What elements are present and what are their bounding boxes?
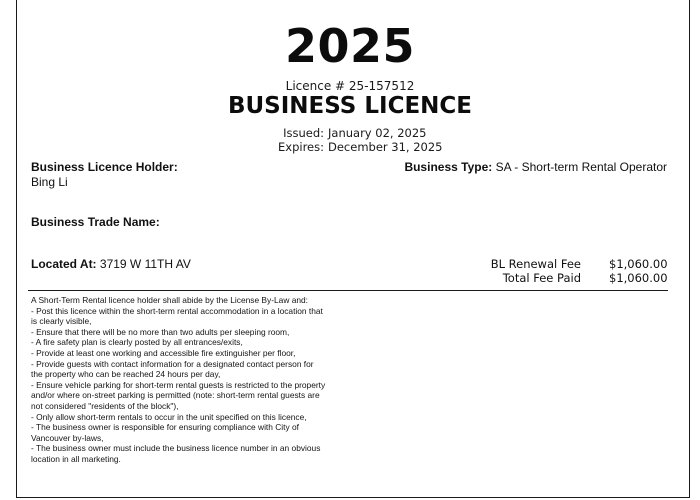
condition-line: - Ensure vehicle parking for short-term rental guests is restricted to the property (31, 379, 326, 390)
condition-line: - Provide guests with contact information for a designated contact person for (31, 358, 314, 369)
condition-line: and/or where on-street parking is permitted (note: short-term rental guests are (31, 390, 320, 401)
issued-row (276, 126, 443, 140)
business-type (404, 160, 667, 174)
condition-line: the property who can be reached 24 hours per day, (31, 369, 221, 380)
condition-line: - Only allow short-term rentals to occur in the unit specified on this licence, (31, 411, 307, 422)
location-label: Located At: (31, 257, 97, 271)
business-type-label: Business Type: (404, 160, 493, 174)
condition-line: location in all marketing. (31, 453, 121, 464)
condition-line: - The business owner is responsible for ensuring compliance with City of (31, 422, 299, 433)
condition-line: - Post this licence within the short-term rental accommodation in a location that (31, 305, 323, 316)
renewal-fee-label: BL Renewal Fee (490, 257, 581, 271)
fee-summary (491, 257, 667, 285)
licence-conditions (31, 295, 371, 465)
condition-line: - A fire safety plan is clearly posted by all entrances/exits, (31, 337, 243, 348)
location (31, 257, 191, 271)
condition-line: - Provide at least one working and accessible fire extinguisher per floor, (31, 347, 296, 358)
page-title: BUSINESS LICENCE (227, 93, 473, 119)
holder-name: Bing Li (31, 175, 68, 189)
condition-line: Vancouver by-laws, (31, 432, 104, 443)
renewal-fee-amount: $1,060.00 (609, 257, 668, 271)
business-type-value: SA - Short-term Rental Operator (495, 160, 667, 174)
total-fee-row (491, 271, 667, 285)
location-address: 3719 W 11TH AV (99, 257, 191, 271)
condition-line: - The business owner must include the business licence number in an obvious (31, 443, 321, 454)
issued-date: January 02, 2025 (328, 126, 427, 140)
trade-name-label: Business Trade Name: (31, 215, 160, 229)
condition-line: is clearly visible, (31, 316, 92, 327)
expires-date: December 31, 2025 (328, 140, 443, 154)
licence-dates (276, 126, 443, 154)
condition-line: - Ensure that there will be no more than two adults per sleeping room, (31, 326, 290, 337)
total-fee-label: Total Fee Paid (502, 271, 581, 285)
renewal-fee-row (491, 257, 667, 271)
expires-label: Expires: (278, 140, 324, 154)
holder-label: Business Licence Holder: (31, 160, 178, 174)
condition-line: A Short-Term Rental licence holder shall abide by the License By-Law and: (31, 295, 308, 305)
divider (28, 290, 668, 291)
total-fee-amount: $1,060.00 (609, 271, 668, 285)
licence-number: Licence # 25-157512 (285, 79, 415, 93)
issued-label: Issued: (283, 126, 324, 140)
condition-line: not considered "residents of the block"), (31, 400, 179, 411)
licence-year: 2025 (284, 19, 416, 73)
expires-row (276, 140, 443, 154)
